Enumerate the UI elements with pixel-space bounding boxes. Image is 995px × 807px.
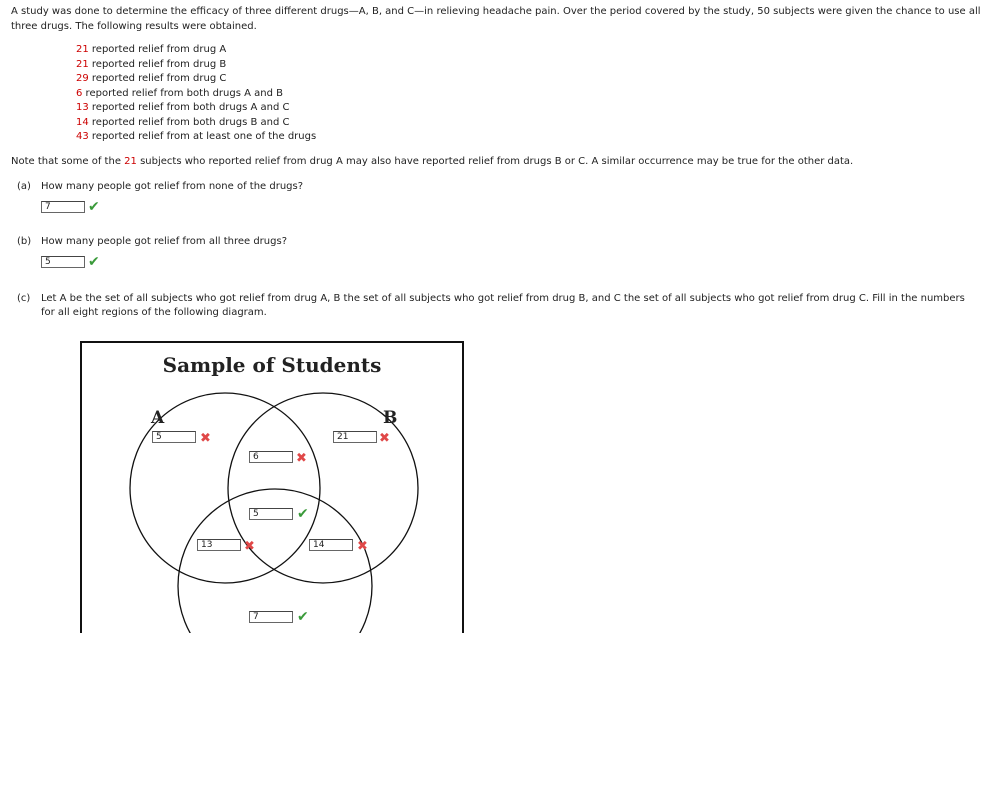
region-abc-input[interactable] (249, 508, 293, 520)
cross-icon: ✖ (379, 431, 390, 446)
note-text: Note that some of the 21 subjects who reported relief from drug A may also have reported relief from drugs B or C. A similar occurrence may be true for the other data. (11, 156, 854, 167)
set-label-a: A (151, 408, 165, 428)
cross-icon: ✖ (357, 539, 368, 554)
checkmark-icon: ✔ (88, 254, 100, 270)
diagram-title: Sample of Students (162, 353, 382, 377)
checkmark-icon: ✔ (88, 199, 100, 215)
question-a: (a) How many people got relief from none of the drugs? (17, 181, 304, 192)
result-item: 21 reported relief from drug B (76, 58, 227, 70)
results-list (76, 43, 316, 145)
region-ab-only-input[interactable] (249, 451, 293, 463)
result-item: 29 reported relief from drug C (76, 73, 227, 84)
result-item: 14 reported relief from both drugs B and C (76, 116, 290, 128)
question-b: (b) How many people got relief from all three drugs? (17, 236, 288, 247)
answer-b-input[interactable] (41, 256, 85, 268)
checkmark-icon: ✔ (297, 609, 309, 625)
result-item: 13 reported relief from both drugs A and C (76, 102, 290, 113)
set-label-b: B (383, 408, 398, 428)
checkmark-icon: ✔ (297, 506, 309, 522)
venn-diagram (80, 341, 464, 633)
result-item: 21 reported relief from drug A (76, 44, 227, 55)
cross-icon: ✖ (244, 539, 255, 554)
region-b-only-input[interactable] (333, 431, 377, 443)
result-item: 6 reported relief from both drugs A and B (76, 87, 283, 99)
question-c: (c) Let A be the set of all subjects who got relief from drug A, B the set of all subjects who got relief from drug B, and C the set of all subjects who got relief from drug C. Fill in the numbers for all eight regions of the following diagram. (17, 293, 965, 318)
cross-icon: ✖ (200, 431, 211, 446)
result-item: 43 reported relief from at least one of the drugs (76, 131, 317, 142)
problem-intro: A study was done to determine the efficacy of three different drugs—A, B, and C—in relieving headache pain. Over the period covered by the study, 50 subjects were given the chance to use all three drugs. The following results were obtained. (11, 6, 981, 32)
region-bc-only-input[interactable] (309, 539, 353, 551)
region-a-only-input[interactable] (152, 431, 196, 443)
region-c-only-input[interactable] (249, 611, 293, 623)
region-ac-only-input[interactable] (197, 539, 241, 551)
venn-circles (82, 343, 464, 633)
answer-a-input[interactable] (41, 201, 85, 213)
cross-icon: ✖ (296, 451, 307, 466)
